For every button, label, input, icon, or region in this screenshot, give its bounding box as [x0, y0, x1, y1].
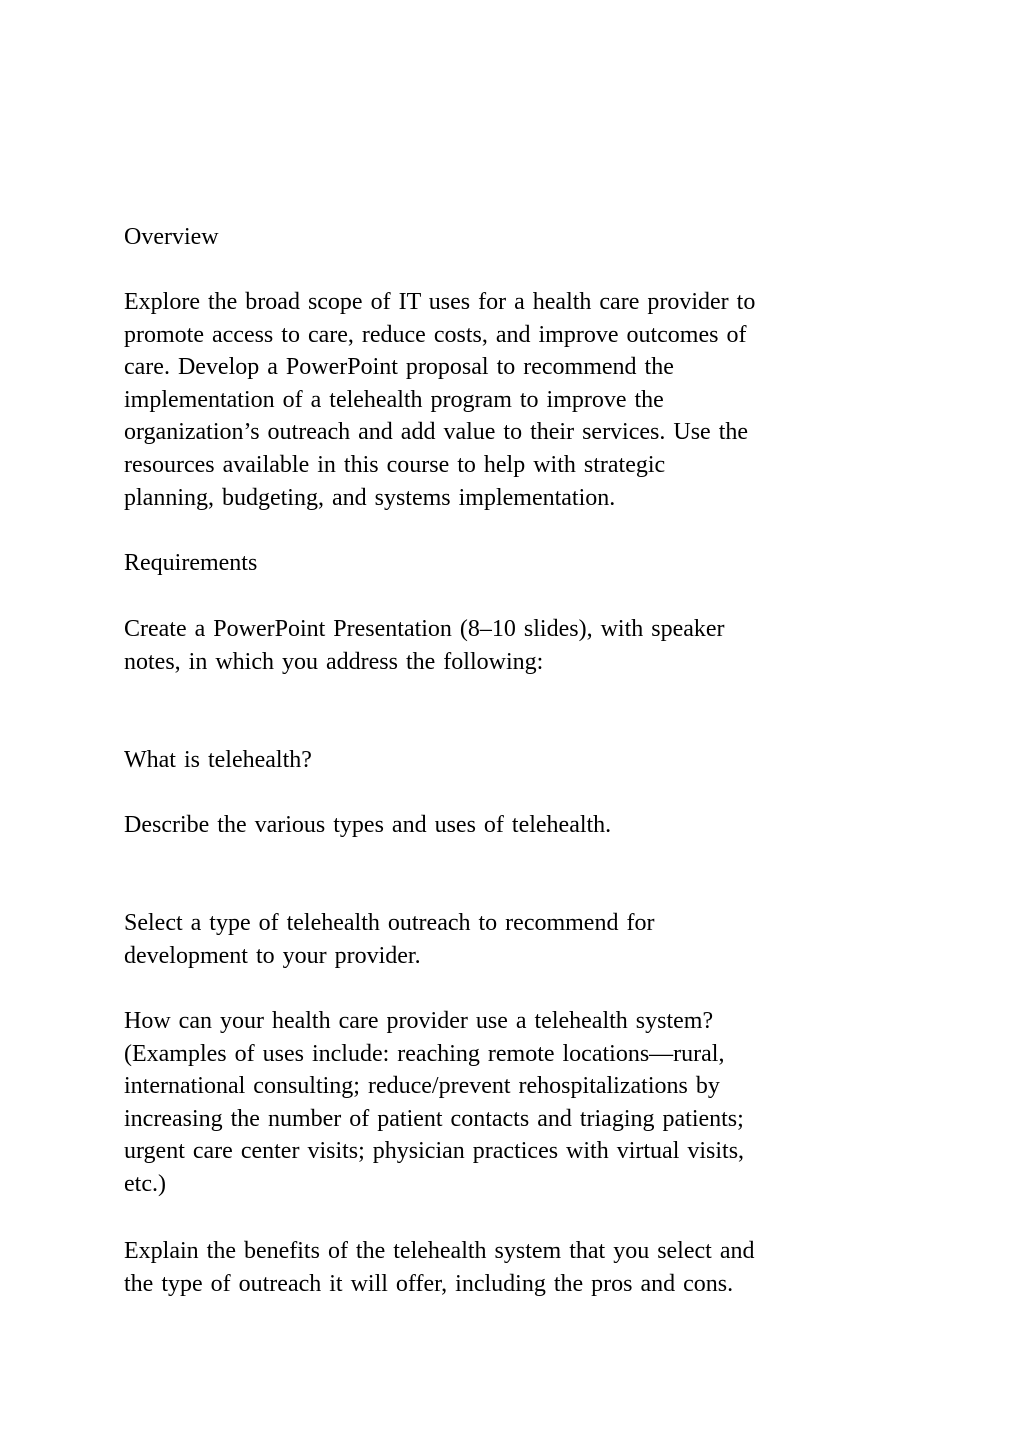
create-line: Create a PowerPoint Presentation (8–10 slides), with speaker — [124, 616, 725, 642]
overview-heading — [124, 221, 219, 254]
select-outreach-item — [124, 907, 654, 972]
select-line: Select a type of telehealth outreach to recommend for — [124, 910, 655, 936]
intro-line: resources available in this course to help with strategic — [124, 451, 666, 478]
overview-heading-text: Overview — [124, 224, 219, 250]
intro-paragraph — [124, 286, 755, 514]
how-line: increasing the number of patient contacts and triaging patients; — [124, 1105, 744, 1132]
intro-line: implementation of a telehealth program to improve the — [124, 386, 664, 413]
what-is-telehealth-item — [124, 744, 312, 777]
explain-benefits-item — [124, 1235, 754, 1300]
how-line: (Examples of uses include: reaching remote locations—rural, — [124, 1040, 725, 1067]
describe-types-text: Describe the various types and uses of telehealth. — [124, 812, 612, 838]
how-line: How can your health care provider use a telehealth system? — [124, 1008, 714, 1034]
describe-types-item — [124, 809, 611, 842]
intro-line: care. Develop a PowerPoint proposal to recommend the — [124, 354, 674, 381]
create-paragraph — [124, 613, 725, 678]
how-line: etc.) — [124, 1170, 166, 1197]
requirements-heading — [124, 547, 257, 580]
how-use-system-item — [124, 1005, 744, 1201]
explain-line: the type of outreach it will offer, including the pros and cons. — [124, 1270, 734, 1297]
intro-line: Explore the broad scope of IT uses for a health care provider to — [124, 289, 756, 315]
select-line: development to your provider. — [124, 942, 421, 969]
intro-line: planning, budgeting, and systems implementation. — [124, 484, 616, 511]
how-line: international consulting; reduce/prevent rehospitalizations by — [124, 1073, 720, 1100]
explain-line: Explain the benefits of the telehealth system that you select and — [124, 1238, 755, 1264]
intro-line: promote access to care, reduce costs, and improve outcomes of — [124, 321, 747, 348]
create-line: notes, in which you address the following: — [124, 648, 544, 675]
intro-line: organization’s outreach and add value to their services. Use the — [124, 419, 749, 446]
requirements-heading-text: Requirements — [124, 550, 258, 576]
what-is-telehealth-text: What is telehealth? — [124, 747, 312, 773]
how-line: urgent care center visits; physician practices with virtual visits, — [124, 1138, 745, 1165]
